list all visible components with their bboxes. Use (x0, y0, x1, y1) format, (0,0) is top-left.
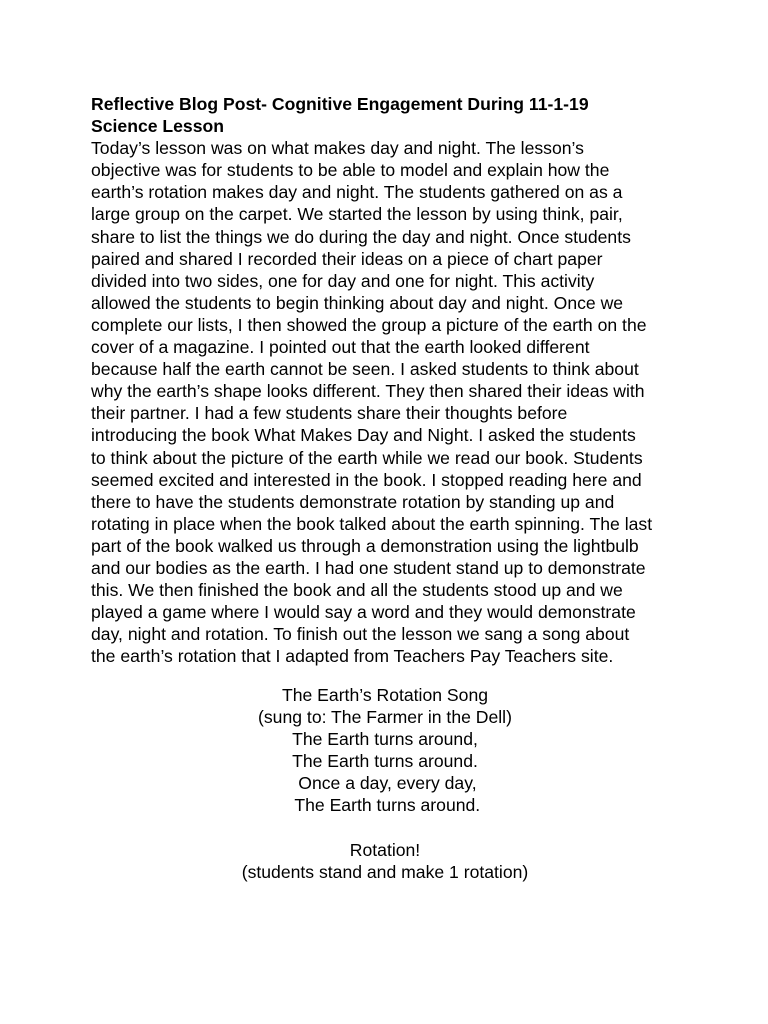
body-line: earth’s rotation makes day and night. The students gathered on as a (91, 182, 623, 203)
body-line: objective was for students to be able to model and explain how the (91, 160, 610, 181)
body-line: cover of a magazine. I pointed out that the earth looked different (91, 337, 590, 358)
body-line: large group on the carpet. We started the lesson by using think, pair, (91, 204, 623, 225)
post-body (91, 137, 691, 667)
body-line: and our bodies as the earth. I had one student stand up to demonstrate (91, 557, 646, 578)
song-verse-line: Once a day, every day, (293, 773, 477, 794)
post-title (91, 93, 691, 137)
body-line: seemed excited and interested in the book. I stopped reading here and (91, 469, 642, 490)
body-line: paired and shared I recorded their ideas on a piece of chart paper (91, 248, 603, 269)
body-line: to think about the picture of the earth while we read our book. Students (91, 447, 643, 468)
song-verse-line: The Earth turns around. (292, 751, 478, 772)
blog-post (91, 93, 691, 667)
song-verse-line: The Earth turns around, (292, 729, 478, 750)
body-line: there to have the students demonstrate rotation by standing up and (91, 491, 615, 512)
body-line: played a game where I would say a word and they would demonstrate (91, 602, 636, 623)
body-line: share to list the things we do during the day and night. Once students (91, 226, 631, 247)
body-line: the earth’s rotation that I adapted from Teachers Pay Teachers site. (91, 646, 614, 667)
song-verse-line: The Earth turns around. (289, 795, 481, 816)
song-instruction: (students stand and make 1 rotation) (241, 861, 529, 882)
body-line: because half the earth cannot be seen. I asked students to think about (91, 359, 639, 380)
body-line: this. We then finished the book and all the students stood up and we (91, 580, 623, 601)
stanza-gap (91, 817, 679, 839)
body-line: allowed the students to begin thinking about day and night. Once we (91, 292, 624, 313)
body-line: introducing the book What Makes Day and Night. I asked the students (91, 425, 636, 446)
body-line: complete our lists, I then showed the group a picture of the earth on the (91, 314, 647, 335)
body-line: divided into two sides, one for day and one for night. This activity (91, 270, 595, 291)
body-line: day, night and rotation. To finish out the lesson we sang a song about (91, 624, 630, 645)
body-line: part of the book walked us through a demonstration using the lightbulb (91, 535, 639, 556)
body-line: rotating in place when the book talked about the earth spinning. The last (91, 513, 653, 534)
body-line: their partner. I had a few students share their thoughts before (91, 403, 568, 424)
rotation-song (91, 684, 679, 883)
body-line: why the earth’s shape looks different. They then shared their ideas with (91, 381, 645, 402)
song-subtitle: (sung to: The Farmer in the Dell) (258, 707, 512, 728)
song-refrain: Rotation! (349, 839, 421, 860)
body-line: Today’s lesson was on what makes day and night. The lesson’s (91, 138, 584, 159)
song-title: The Earth’s Rotation Song (281, 685, 489, 705)
post-title-line-2: Science Lesson (91, 116, 224, 137)
post-title-line-1: Reflective Blog Post- Cognitive Engagement During 11-1-19 (91, 94, 589, 114)
